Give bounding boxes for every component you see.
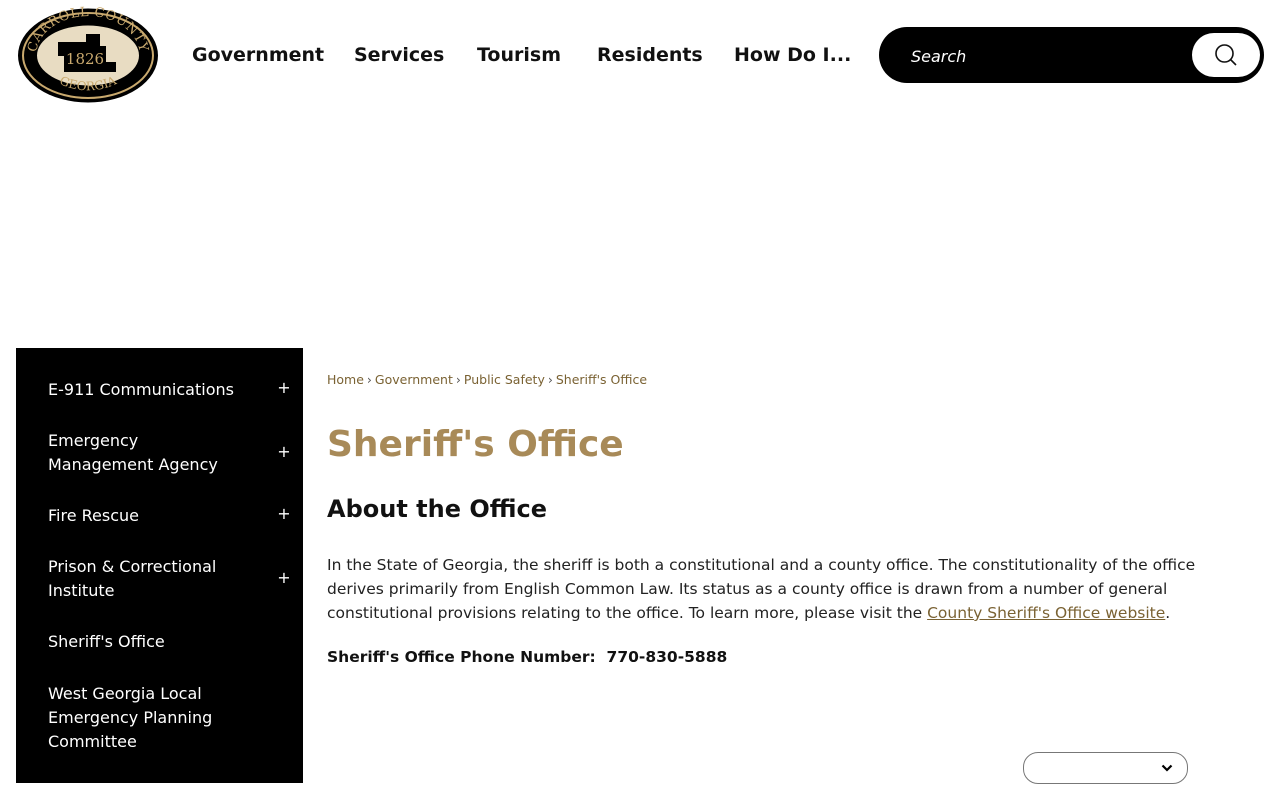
sidebar-item-label: Sheriff's Office <box>48 632 165 651</box>
breadcrumb-sheriffs-office[interactable]: Sheriff's Office <box>555 372 648 387</box>
page-title: Sheriff's Office <box>327 424 624 465</box>
expand-plus-icon[interactable]: + <box>277 568 291 587</box>
sidebar-item-e911[interactable] <box>16 378 303 402</box>
sidebar-item-label: Fire Rescue <box>48 506 139 525</box>
sidebar-item-emergency-management[interactable] <box>16 429 303 477</box>
paragraph-text: In the State of Georgia, the sheriff is both a constitutional and a county office. The constitutionality of the office derives primarily from English Common Law. Its status as a county office is drawn from a number of general constitutional provisions relating to the office. To learn more, please visit the <box>327 556 1196 622</box>
nav-tourism[interactable]: Tourism <box>477 44 562 66</box>
breadcrumb <box>327 372 647 387</box>
phone-label: Sheriff's Office Phone Number: <box>327 648 596 666</box>
county-seal-icon <box>16 6 161 105</box>
nav-how-do-i[interactable]: How Do I... <box>734 44 852 66</box>
expand-plus-icon[interactable]: + <box>277 378 291 397</box>
about-paragraph <box>327 553 1227 625</box>
search-input[interactable] <box>909 40 1183 72</box>
logo-line-bottom: GEORGIA <box>57 73 119 94</box>
paragraph-end: . <box>1165 604 1171 622</box>
sidebar-item-prison[interactable] <box>16 555 303 603</box>
nav-residents[interactable]: Residents <box>597 44 703 66</box>
phone-line <box>327 648 727 666</box>
sidebar-item-sheriffs-office[interactable] <box>16 630 303 654</box>
breadcrumb-home[interactable]: Home <box>327 372 364 387</box>
breadcrumb-separator: › <box>547 372 553 387</box>
sidebar-item-fire-rescue[interactable] <box>16 504 303 528</box>
page-select-dropdown[interactable] <box>1023 752 1188 784</box>
nav-services[interactable]: Services <box>354 44 445 66</box>
breadcrumb-separator: › <box>366 372 372 387</box>
breadcrumb-public-safety[interactable]: Public Safety <box>463 372 545 387</box>
sidebar-item-label: Prison & Correctional Institute <box>48 557 217 600</box>
phone-number: 770-830-5888 <box>606 648 728 666</box>
sidebar-item-label: E-911 Communications <box>48 380 234 399</box>
magnifier-icon <box>1214 43 1238 67</box>
search-bar <box>879 27 1264 83</box>
breadcrumb-government[interactable]: Government <box>374 372 453 387</box>
chevron-down-icon <box>1161 763 1173 773</box>
county-logo[interactable] <box>16 6 161 105</box>
logo-line-top: CARROLL COUNTY <box>25 6 151 54</box>
nav-government[interactable]: Government <box>192 44 325 66</box>
sheriff-website-link[interactable]: County Sheriff's Office website <box>927 604 1166 622</box>
sidebar-item-label: West Georgia Local Emergency Planning Committee <box>48 684 213 751</box>
expand-plus-icon[interactable]: + <box>277 442 291 461</box>
breadcrumb-separator: › <box>455 372 461 387</box>
expand-plus-icon[interactable]: + <box>277 504 291 523</box>
section-title: About the Office <box>327 495 548 523</box>
sidebar-nav <box>16 348 303 783</box>
search-button[interactable] <box>1192 33 1260 77</box>
sidebar-item-label: Emergency Management Agency <box>48 431 218 474</box>
sidebar-item-west-georgia-lepc[interactable] <box>16 682 303 754</box>
logo-year: 1826 <box>65 50 105 68</box>
